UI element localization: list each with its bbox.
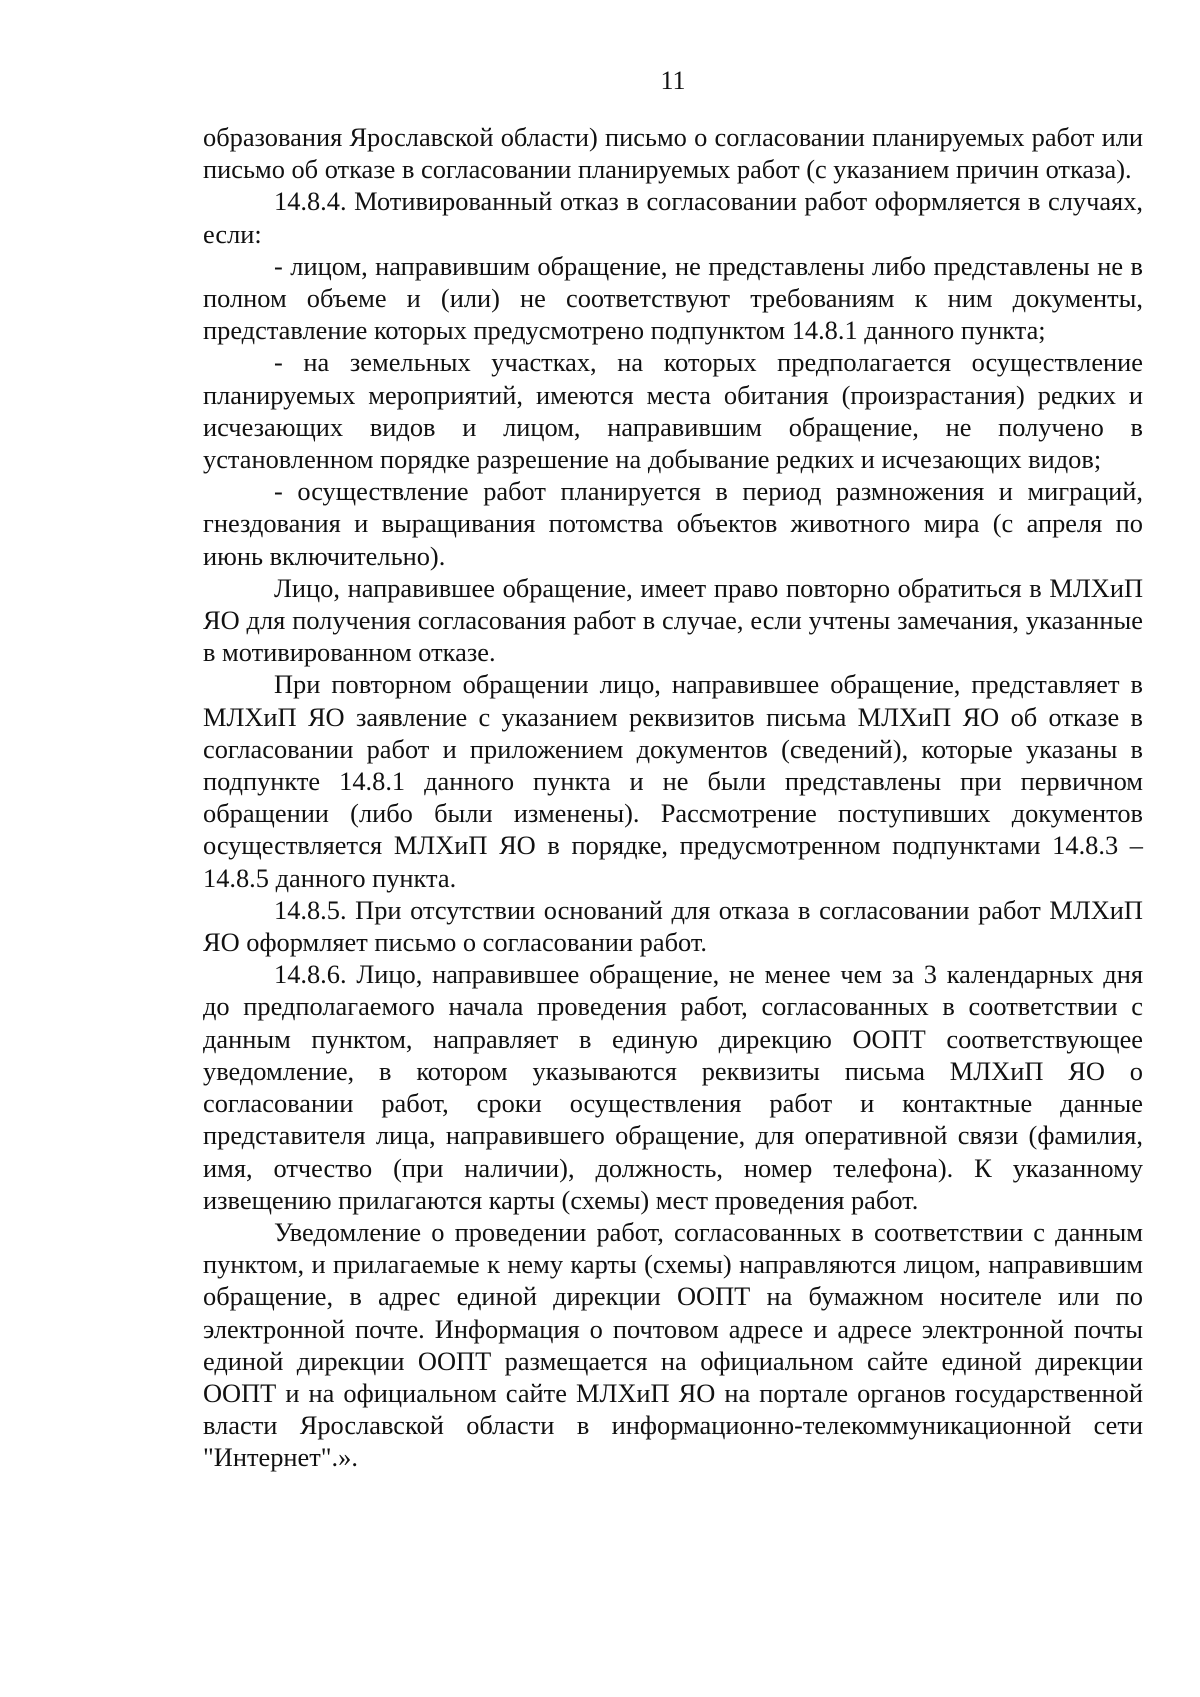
list-item-rare-species: - на земельных участках, на которых предполагается осуществление планируемых мероприятий, имеются места обитания (произрастания) редких и исчезающих видов и лицом, направившим обращение, не получено в установленном порядке разрешение на добывание редких и исчезающих видов; — [203, 347, 1143, 475]
list-item-breeding-period: - осуществление работ планируется в период размножения и миграций, гнездования и выращивания потомства объектов животного мира (с апреля по июнь включительно). — [203, 476, 1143, 571]
paragraph-repeat-request-procedure: При повторном обращении лицо, направившее обращение, представляет в МЛХиП ЯО заявление с указанием реквизитов письма МЛХиП ЯО об отказе в согласовании работ и приложением документов (сведений), которые указаны в подпункте 14.8.1 данного пункта и не были представлены при первичном обращении (либо были изменены). Рассмотрение поступивших документов осуществляется МЛХиП ЯО в порядке, предусмотренном подпунктами 14.8.3 – 14.8.5 данного пункта. — [203, 669, 1143, 893]
paragraph-14-8-4: 14.8.4. Мотивированный отказ в согласовании работ оформляется в случаях, если: — [203, 186, 1143, 249]
paragraph-continuation: образования Ярославской области) письмо о согласовании планируемых работ или письмо об отказе в согласовании планируемых работ (с указанием причин отказа). — [203, 122, 1143, 185]
paragraph-14-8-6: 14.8.6. Лицо, направившее обращение, не менее чем за 3 календарных дня до предполагаемого начала проведения работ, согласованных в соответствии с данным пунктом, направляет в единую дирекцию ООПТ соответствующее уведомление, в котором указываются реквизиты письма МЛХиП ЯО о согласовании работ, сроки осуществления работ и контактные данные представителя лица, направившего обращение, для оперативной связи (фамилия, имя, отчество (при наличии), должность, номер телефона). К указанному извещению прилагаются карты (схемы) мест проведения работ. — [203, 959, 1143, 1215]
document-body — [203, 121, 1143, 1474]
paragraph-notification: Уведомление о проведении работ, согласованных в соответствии с данным пунктом, и прилагаемые к нему карты (схемы) направляются лицом, направившим обращение, в адрес единой дирекции ООПТ на бумажном носителе или по электронной почте. Информация о почтовом адресе и адресе электронной почты единой дирекции ООПТ размещается на официальном сайте единой дирекции ООПТ и на официальном сайте МЛХиП ЯО на портале органов государственной власти Ярославской области в информационно-телекоммуникационной сети "Интернет".». — [203, 1216, 1143, 1473]
paragraph-repeat-request-right: Лицо, направившее обращение, имеет право повторно обратиться в МЛХиП ЯО для получения согласования работ в случае, если учтены замечания, указанные в мотивированном отказе. — [203, 572, 1143, 668]
list-item-documents-missing: - лицом, направившим обращение, не представлены либо представлены не в полном объеме и (или) не соответствуют требованиям к ним документы, представление которых предусмотрено подпунктом 14.8.1 данного пункта; — [203, 250, 1143, 346]
page-number: 11 — [660, 66, 686, 95]
paragraph-14-8-5: 14.8.5. При отсутствии оснований для отказа в согласовании работ МЛХиП ЯО оформляет письмо о согласовании работ. — [203, 894, 1143, 958]
